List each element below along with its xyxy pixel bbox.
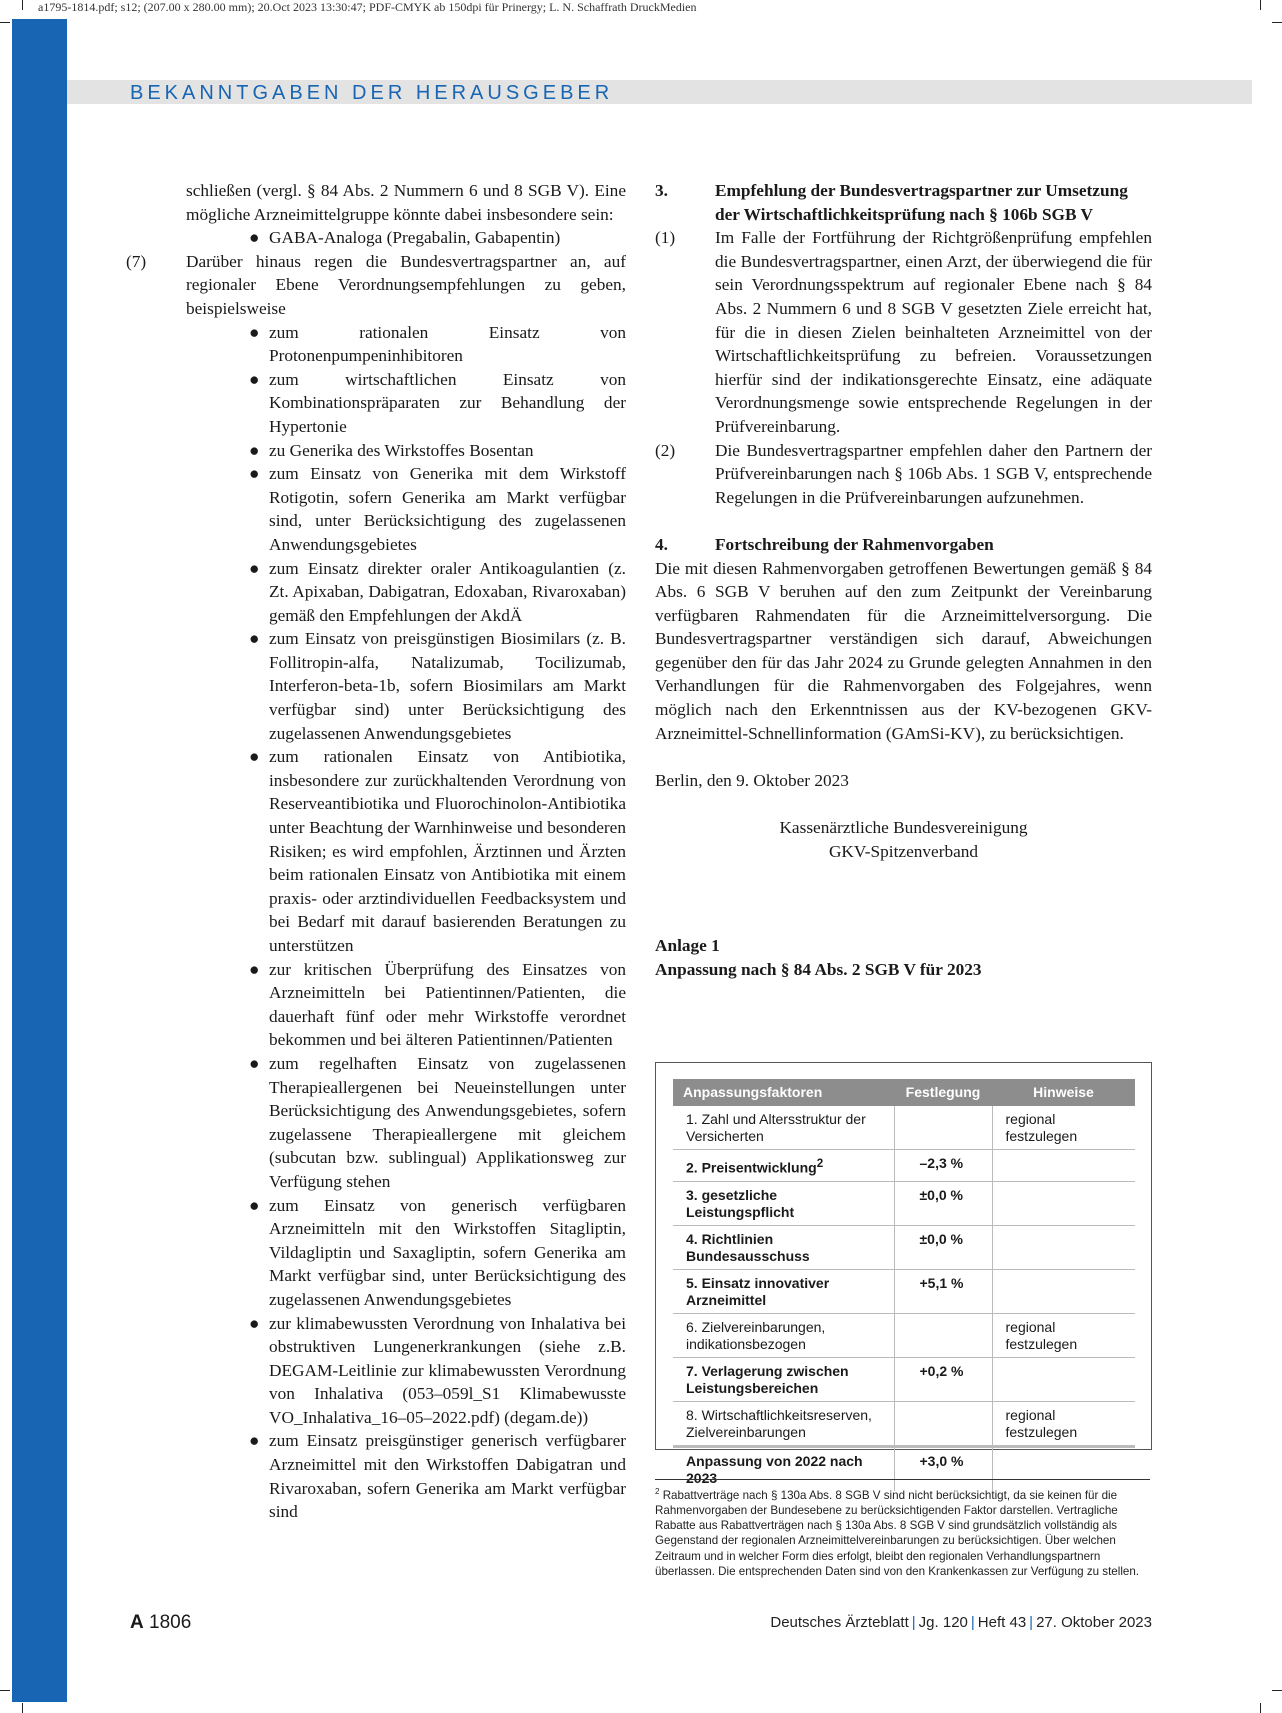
- table-cell: –2,3 %: [894, 1150, 992, 1182]
- table-cell: [992, 1181, 1135, 1225]
- bullet-icon: ●: [249, 558, 260, 578]
- table-header-row: [673, 1079, 1135, 1106]
- bullet-item: ● zum Einsatz von Generika mit dem Wirkstoff Rotigotin, sofern Generika am Markt verfügbar sind, unter Berücksichtigung des zugelassenen Anwendungsgebietes: [249, 462, 626, 556]
- section-title: BEKANNTGABEN DER HERAUSGEBER: [130, 82, 614, 104]
- footnote-marker: 2: [655, 1487, 660, 1496]
- bullet-icon: ●: [249, 1313, 260, 1333]
- column-header: Anpassungsfaktoren: [673, 1079, 894, 1106]
- section-number: 3.: [655, 181, 668, 200]
- journal-name: Deutsches Ärzteblatt: [770, 1614, 909, 1631]
- right-column: [655, 179, 1152, 981]
- journal-date: 27. Oktober 2023: [1036, 1614, 1152, 1631]
- footnote: [655, 1484, 1150, 1579]
- crop-mark: [1272, 1690, 1282, 1691]
- table-row: [673, 1357, 1135, 1401]
- bullet-icon: ●: [249, 959, 260, 979]
- crop-mark: [22, 0, 23, 10]
- paragraph-text: Im Falle der Fortführung der Richtgrößenprüfung empfehlen die Bundesvertragspartner, einen Arzt, der überwiegend die für sein Verordnungsspektrum auf regionaler Ebene nach § 84 Abs. 2 Nummern 6 und 8 SGB V gesetzten Ziele erreicht hat, für die in diesen Zielen beinhalteten Arzneimittel von der Wirtschaftlichkeitsprüfung zu befreien. Voraussetzungen hierfür sind der indikationsgerechte Einsatz, eine adäquate Verordnungsmenge sowie entsprechende Regelungen in der Prüfvereinbarung.: [715, 228, 1152, 436]
- table-cell: ±0,0 %: [894, 1181, 992, 1225]
- section-3-heading: [655, 179, 1152, 226]
- table-cell: 6. Zielvereinbarungen, indikationsbezogen: [673, 1313, 894, 1357]
- bullet-icon: ●: [249, 1053, 260, 1073]
- left-column: [126, 179, 626, 1524]
- table-row: [673, 1269, 1135, 1313]
- page-number: A 1806: [130, 1612, 192, 1633]
- table-row: [673, 1106, 1135, 1150]
- section-heading: Empfehlung der Bundesvertragspartner zur Umsetzung der Wirtschaftlichkeitsprüfung nach § 106b SGB V: [715, 181, 1128, 224]
- table-cell: ±0,0 %: [894, 1225, 992, 1269]
- table-row: [673, 1313, 1135, 1357]
- section-3-paragraph-1: [655, 226, 1152, 438]
- journal-info: [770, 1614, 1152, 1631]
- table-cell: 8. Wirtschaftlichkeitsreserven, Zielvereinbarungen: [673, 1401, 894, 1446]
- table-row: [673, 1181, 1135, 1225]
- crop-mark: [1260, 0, 1261, 10]
- section-4-text: Die mit diesen Rahmenvorgaben getroffenen Bewertungen gemäß § 84 Abs. 6 SGB V beruhen auf den zum Zeitpunkt der Vereinbarung verfügbaren Rahmendaten für die Arzneimittelversorgung. Die Bundesvertragspartner verständigen sich darauf, Abweichungen gegenüber den für das Jahr 2024 zu Grunde gelegten Annahmen in den Verhandlungen für die Rahmenvorgaben des Folgejahres, wenn möglich nach den Erkenntnissen aus der KV-bezogenen GKV-Arzneimittel-Schnellinformation (GAmSi-KV), zu berücksichtigen.: [655, 558, 1152, 743]
- crop-mark: [22, 1703, 23, 1713]
- table-cell: [992, 1150, 1135, 1182]
- table-cell: [894, 1313, 992, 1357]
- annex-title: Anpassung nach § 84 Abs. 2 SGB V für 2023: [655, 959, 982, 979]
- crop-mark: [1272, 22, 1282, 23]
- paragraph-7: [126, 250, 626, 321]
- bullet-item: ● zum Einsatz preisgünstiger generisch verfügbarer Arzneimittel mit den Wirkstoffen Dabigatran und Rivaroxaban, sofern Generika am Markt verfügbar sind: [249, 1429, 626, 1523]
- table-cell: +5,1 %: [894, 1269, 992, 1313]
- table-cell: Anpassung von 2022 nach 2023: [673, 1446, 894, 1491]
- table-row: [673, 1225, 1135, 1269]
- section-3-paragraph-2: [655, 439, 1152, 510]
- bullet-icon: ●: [249, 228, 260, 248]
- journal-issue: Heft 43: [977, 1614, 1027, 1631]
- table-cell: 4. Richtlinien Bundesausschuss: [673, 1225, 894, 1269]
- table-cell: +0,2 %: [894, 1357, 992, 1401]
- print-slug: a1795-1814.pdf; s12; (207.00 x 280.00 mm); 20.Oct 2023 13:30:47; PDF-CMYK ab 150dpi für Prinergy; L. N. Schaffrath DruckMedien: [38, 0, 697, 14]
- crop-mark: [1260, 1703, 1261, 1713]
- table-cell: regional festzulegen: [992, 1401, 1135, 1446]
- bullet-item: ● zu Generika des Wirkstoffes Bosentan: [249, 439, 626, 463]
- bullet-icon: ●: [249, 629, 260, 649]
- recommendation-list: [126, 321, 626, 1524]
- paragraph-number: (7): [126, 251, 147, 271]
- bullet-icon: ●: [249, 440, 260, 460]
- table-cell: 5. Einsatz innovativer Arzneimittel: [673, 1269, 894, 1313]
- bullet-icon: ●: [249, 322, 260, 342]
- intro-paragraph: schließen (vergl. § 84 Abs. 2 Nummern 6 und 8 SGB V). Eine mögliche Arzneimittelgruppe könnte dabei insbesondere sein:: [186, 181, 626, 224]
- section-heading: Fortschreibung der Rahmenvorgaben: [715, 534, 994, 554]
- table-cell: [992, 1357, 1135, 1401]
- bullet-icon: ●: [249, 1431, 260, 1451]
- footnote-text: Rabattverträge nach § 130a Abs. 8 SGB V sind nicht berücksichtigt, da sie keinen für die Rahmenvorgaben der Bundesebene zu berücksichtigenden Faktor darstellen. Vertragliche Rabatte aus Rabattverträgen nach § 130a Abs. 8 SGB V sind grundsätzlich vollständig als Gegenstand der regionalen Arzneimittelvereinbarungen zu berücksichtigen. Über welchen Zeitraum und in welcher Form dies erfolgt, bleibt den regionalen Verhandlungspartnern überlassen. Die entsprechenden Daten sind von den Krankenkassen zur Verfügung zu stellen.: [655, 1488, 1140, 1578]
- bullet-icon: ●: [249, 1195, 260, 1215]
- paragraph-number: (1): [655, 228, 676, 248]
- footnote-marker: 2: [816, 1157, 824, 1170]
- bullet-item: ● zum Einsatz von generisch verfügbaren Arzneimitteln mit den Wirkstoffen Sitagliptin, Vildagliptin und Saxagliptin, sofern Generika am Markt verfügbar sind, unter Berücksichtigung des zugelassenen Anwendungsgebietes: [249, 1194, 626, 1312]
- table-cell: 7. Verlagerung zwischen Leistungsbereichen: [673, 1357, 894, 1401]
- table-cell: 3. gesetzliche Leistungspflicht: [673, 1181, 894, 1225]
- signatory: GKV-Spitzenverband: [828, 841, 979, 861]
- divider: |: [911, 1614, 916, 1631]
- table-cell: regional festzulegen: [992, 1106, 1135, 1150]
- bullet-item: ● zum Einsatz von preisgünstigen Biosimilars (z. B. Follitropin-alfa, Natalizumab, Tocilizumab, Interferon-beta-1b, sofern Biosimilars am Markt verfügbar sind) unter Berücksichtigung des zugelassenen Anwendungsgebietes: [249, 627, 626, 745]
- table-cell: [992, 1225, 1135, 1269]
- bullet-icon: ●: [249, 369, 260, 389]
- bullet-item: ● zum regelhaften Einsatz von zugelassenen Therapieallergenen bei Neueinstellungen unter Berücksichtigung des Anwendungsgebietes, sofern zugelassene Therapieallergene mit gleichem (subcutan bzw. sublingual) Applikationsweg zur Verfügung stehen: [249, 1052, 626, 1194]
- crop-mark: [0, 1690, 10, 1691]
- footnote-divider: [655, 1479, 1150, 1480]
- column-header: Festlegung: [894, 1079, 992, 1106]
- table-cell: 1. Zahl und Altersstruktur der Versicherten: [673, 1106, 894, 1150]
- table-cell: 2. Preisentwicklung$^2$: [673, 1150, 894, 1182]
- bullet-item: ● zur klimabewussten Verordnung von Inhalativa bei obstruktiven Lungenerkrankungen (siehe z.B. DEGAM-Leitlinie zur klimabewussten Verordnung von Inhalativa (053–059l_S1 Klimabewusste VO_Inhalativa_16–05–2022.pdf) (degam.de)): [249, 1312, 626, 1430]
- bullet-item: ● zur kritischen Überprüfung des Einsatzes von Arzneimitteln bei Patientinnen/Patienten, die dauerhaft fünf oder mehr Wirkstoffe verordnet bekommen und bei älteren Patientinnen/Patienten: [249, 958, 626, 1052]
- paragraph-number: (2): [655, 440, 676, 460]
- bullet-item: ● zum rationalen Einsatz von Antibiotika, insbesondere zur zurückhaltenden Verordnung von Reserveantibiotika und Fluorochinolon-Antibiotika unter Beachtung der Warnhinweise und besonderen Risiken; es wird empfohlen, Ärztinnen und Ärzten beim rationalen Einsatz von Antibiotika mit einem praxis- oder arztindividuellen Feedbacksystem und bei Bedarf mit darauf basierenden Beratungen zu unterstützen: [249, 745, 626, 957]
- table-cell: [992, 1269, 1135, 1313]
- adjustment-table: [673, 1079, 1135, 1491]
- bullet-item: ● zum rationalen Einsatz von Protonenpumpeninhibitoren: [249, 321, 626, 368]
- bullet-icon: ●: [249, 464, 260, 484]
- bullet-item: ● zum Einsatz direkter oraler Antikoagulantien (z. Zt. Apixaban, Dabigatran, Edoxaban, Rivaroxaban) gemäß den Empfehlungen der AkdÄ: [249, 557, 626, 628]
- paragraph-text: Die Bundesvertragspartner empfehlen daher den Partnern der Prüfvereinbarungen nach § 106b Abs. 1 SGB V, entsprechende Regelungen in die Prüfvereinbarungen aufzunehmen.: [715, 440, 1152, 507]
- place-date: Berlin, den 9. Oktober 2023: [655, 770, 849, 790]
- paragraph-text: Darüber hinaus regen die Bundesvertragspartner an, auf regionaler Ebene Verordnungsempfehlungen zu geben, beispielsweise: [186, 251, 626, 318]
- table-cell: +3,0 %: [894, 1446, 992, 1491]
- table-cell: regional festzulegen: [992, 1313, 1135, 1357]
- blue-side-bar: [12, 19, 67, 1702]
- section-4-heading: [655, 533, 1152, 557]
- bullet-item: ● GABA-Analoga (Pregabalin, Gabapentin): [249, 226, 626, 250]
- divider: |: [1029, 1614, 1034, 1631]
- bullet-item: ● zum wirtschaftlichen Einsatz von Kombinationspräparaten zur Behandlung der Hypertonie: [249, 368, 626, 439]
- table-row: [673, 1401, 1135, 1446]
- signatory: Kassenärztliche Bundesvereinigung: [779, 818, 1028, 838]
- annex-label: Anlage 1: [655, 936, 720, 955]
- divider: |: [970, 1614, 975, 1631]
- crop-mark: [0, 22, 10, 23]
- table-row: [673, 1150, 1135, 1182]
- table-cell: [894, 1401, 992, 1446]
- table-cell: [894, 1106, 992, 1150]
- column-header: Hinweise: [992, 1079, 1135, 1106]
- annex-table-frame: [655, 1062, 1152, 1486]
- section-number: 4.: [655, 534, 668, 554]
- journal-volume: Jg. 120: [918, 1614, 968, 1631]
- bullet-icon: ●: [249, 747, 260, 767]
